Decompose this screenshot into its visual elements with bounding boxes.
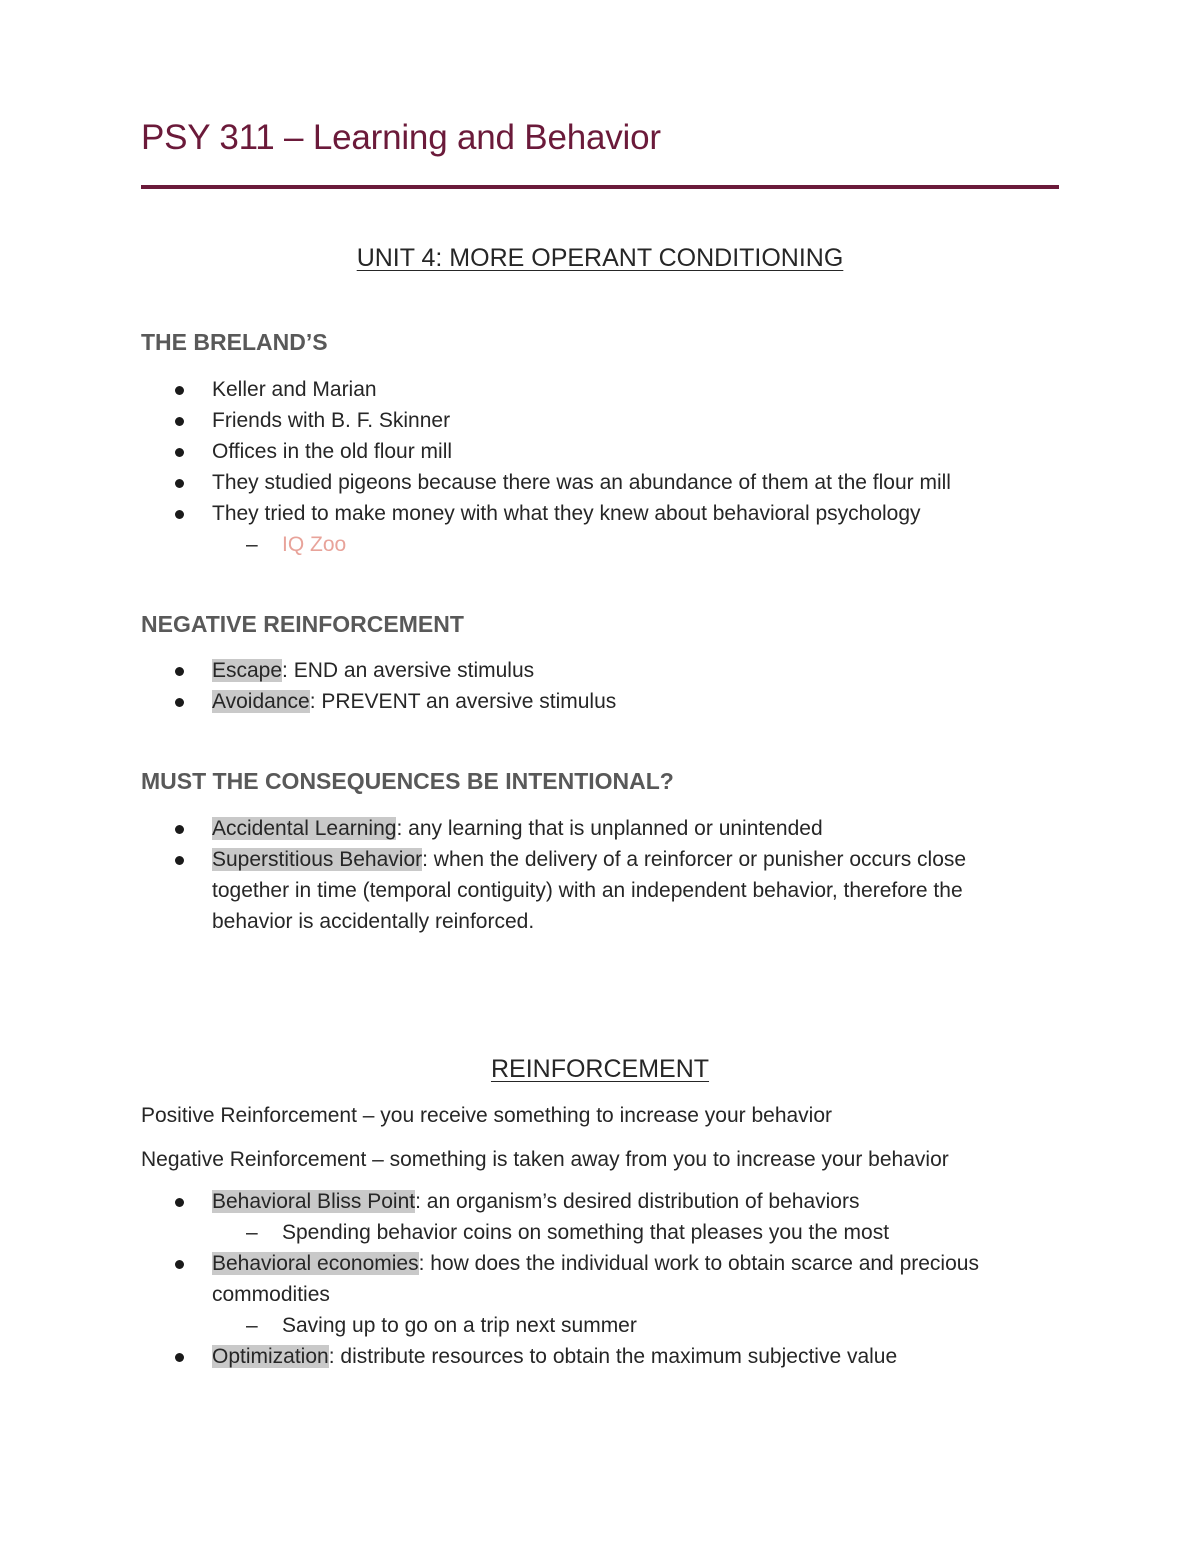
highlighted-term: Behavioral economies bbox=[212, 1252, 419, 1275]
list-item bbox=[212, 657, 534, 685]
term-definition: : when the delivery of a reinforcer or punisher occurs close bbox=[422, 848, 967, 871]
list-item bbox=[212, 846, 966, 874]
highlighted-term: Accidental Learning bbox=[212, 817, 397, 840]
list-item: They studied pigeons because there was an abundance of them at the flour mill bbox=[212, 471, 951, 494]
list-item: Offices in the old flour mill bbox=[212, 440, 453, 463]
section-heading-negative-reinforcement: NEGATIVE REINFORCEMENT bbox=[141, 611, 464, 637]
title-divider bbox=[141, 185, 1059, 189]
bullet-icon bbox=[175, 479, 184, 488]
highlighted-term: Superstitious Behavior bbox=[212, 848, 423, 871]
term-definition: : how does the individual work to obtain scarce and precious bbox=[418, 1252, 979, 1275]
term-definition: : any learning that is unplanned or unintended bbox=[396, 817, 823, 840]
list-item bbox=[212, 688, 616, 716]
bullet-icon bbox=[175, 386, 184, 395]
list-item-continuation: commodities bbox=[212, 1283, 330, 1306]
list-item-continuation: together in time (temporal contiguity) with an independent behavior, therefore the bbox=[212, 879, 963, 902]
dash-marker: – bbox=[246, 1314, 258, 1337]
bullet-icon bbox=[175, 856, 184, 865]
bullet-icon bbox=[175, 417, 184, 426]
term-definition: : distribute resources to obtain the maximum subjective value bbox=[328, 1345, 898, 1368]
term-definition: : an organism’s desired distribution of behaviors bbox=[415, 1190, 860, 1213]
bullet-icon bbox=[175, 698, 184, 707]
sub-list-item: IQ Zoo bbox=[282, 533, 347, 556]
bullet-icon bbox=[175, 1198, 184, 1207]
list-item bbox=[212, 815, 823, 843]
highlighted-term: Escape bbox=[212, 659, 283, 682]
bullet-icon bbox=[175, 510, 184, 519]
bullet-icon bbox=[175, 825, 184, 834]
unit-heading-text: UNIT 4: MORE OPERANT CONDITIONING bbox=[356, 244, 844, 272]
section-heading-intentional: MUST THE CONSEQUENCES BE INTENTIONAL? bbox=[141, 768, 674, 794]
sub-list-item: Saving up to go on a trip next summer bbox=[282, 1314, 637, 1337]
sub-list-item: Spending behavior coins on something that pleases you the most bbox=[282, 1221, 890, 1244]
list-item bbox=[212, 1188, 859, 1216]
list-item-continuation: behavior is accidentally reinforced. bbox=[212, 910, 535, 933]
dash-marker: – bbox=[246, 1221, 258, 1244]
term-definition: : PREVENT an aversive stimulus bbox=[309, 690, 617, 713]
reinforcement-heading-text: REINFORCEMENT bbox=[490, 1055, 710, 1083]
bullet-icon bbox=[175, 448, 184, 457]
list-item: Friends with B. F. Skinner bbox=[212, 409, 451, 432]
paragraph-negative-reinforcement: Negative Reinforcement – something is taken away from you to increase your behavior bbox=[141, 1148, 949, 1171]
bullet-icon bbox=[175, 1260, 184, 1269]
term-definition: : END an aversive stimulus bbox=[282, 659, 535, 682]
document-title: PSY 311 – Learning and Behavior bbox=[141, 118, 661, 157]
dash-marker: – bbox=[246, 533, 258, 556]
list-item bbox=[212, 1343, 897, 1371]
reinforcement-heading bbox=[0, 1055, 1200, 1084]
section-heading-brelands: THE BRELAND’S bbox=[141, 329, 328, 355]
list-item: They tried to make money with what they knew about behavioral psychology bbox=[212, 502, 921, 525]
bullet-icon bbox=[175, 1353, 184, 1362]
highlighted-term: Behavioral Bliss Point bbox=[212, 1190, 416, 1213]
list-item: Keller and Marian bbox=[212, 378, 377, 401]
highlighted-term: Avoidance bbox=[212, 690, 310, 713]
highlighted-term: Optimization bbox=[212, 1345, 329, 1368]
list-item bbox=[212, 1250, 979, 1278]
unit-heading bbox=[0, 244, 1200, 273]
bullet-icon bbox=[175, 667, 184, 676]
paragraph-positive-reinforcement: Positive Reinforcement – you receive something to increase your behavior bbox=[141, 1104, 833, 1127]
